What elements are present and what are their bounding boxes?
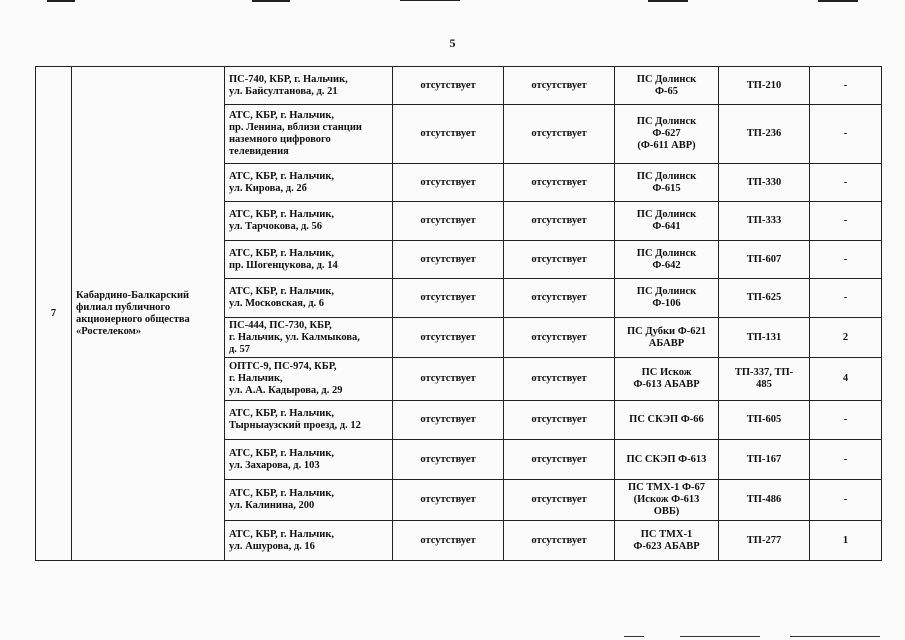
transformer-cell: ТП-607 (719, 241, 810, 279)
table-body (36, 67, 882, 561)
status-cell: отсутствует (393, 440, 504, 480)
scan-mark (680, 636, 760, 637)
quantity-cell: - (810, 164, 882, 202)
status-cell: отсутствует (504, 67, 615, 105)
address-cell: АТС, КБР, г. Нальчик, пр. Ленина, вблизи станции наземного цифрового телевидения (225, 105, 393, 164)
address-cell: ПС-444, ПС-730, КБР, г. Нальчик, ул. Калмыкова, д. 57 (225, 318, 393, 358)
status-cell: отсутствует (504, 358, 615, 401)
table-row (36, 67, 882, 105)
status-cell: отсутствует (393, 401, 504, 440)
status-cell: отсутствует (504, 279, 615, 318)
substation-cell: ПС ТМХ-1 Ф-623 АБАВР (615, 521, 719, 561)
substation-cell: ПС Долинск Ф-106 (615, 279, 719, 318)
substation-cell: ПС Долинск Ф-641 (615, 202, 719, 241)
scan-mark (47, 0, 75, 2)
quantity-cell: - (810, 67, 882, 105)
transformer-cell: ТП-486 (719, 480, 810, 521)
quantity-cell: 4 (810, 358, 882, 401)
address-cell: АТС, КБР, г. Нальчик, ул. Захарова, д. 103 (225, 440, 393, 480)
status-cell: отсутствует (393, 279, 504, 318)
substation-cell: ПС СКЭП Ф-613 (615, 440, 719, 480)
address-cell: АТС, КБР, г. Нальчик, Тырныаузский проезд, д. 12 (225, 401, 393, 440)
status-cell: отсутствует (504, 401, 615, 440)
address-cell: ОПТС-9, ПС-974, КБР, г. Нальчик, ул. А.А. Кадырова, д. 29 (225, 358, 393, 401)
status-cell: отсутствует (393, 480, 504, 521)
page-number: 5 (449, 36, 456, 50)
quantity-cell: - (810, 279, 882, 318)
substation-cell: ПС ТМХ-1 Ф-67 (Искож Ф-613 ОВБ) (615, 480, 719, 521)
quantity-cell: - (810, 480, 882, 521)
scan-mark (790, 636, 880, 637)
status-cell: отсутствует (504, 241, 615, 279)
substation-cell: ПС Долинск Ф-627 (Ф-611 АВР) (615, 105, 719, 164)
row-number-cell: 7 (36, 67, 72, 561)
transformer-cell: ТП-236 (719, 105, 810, 164)
address-cell: АТС, КБР, г. Нальчик, ул. Кирова, д. 2б (225, 164, 393, 202)
status-cell: отсутствует (393, 241, 504, 279)
quantity-cell: 1 (810, 521, 882, 561)
scan-mark (252, 0, 290, 2)
status-cell: отсутствует (504, 440, 615, 480)
scan-mark (818, 0, 858, 2)
organization-cell: Кабардино-Балкарский филиал публичного акционерного общества «Ростелеком» (72, 67, 225, 561)
address-cell: АТС, КБР, г. Нальчик, ул. Московская, д. 6 (225, 279, 393, 318)
status-cell: отсутствует (504, 105, 615, 164)
status-cell: отсутствует (393, 202, 504, 241)
address-cell: АТС, КБР, г. Нальчик, ул. Тарчокова, д. 56 (225, 202, 393, 241)
status-cell: отсутствует (504, 480, 615, 521)
status-cell: отсутствует (393, 318, 504, 358)
quantity-cell: - (810, 440, 882, 480)
quantity-cell: 2 (810, 318, 882, 358)
address-cell: ПС-740, КБР, г. Нальчик, ул. Байсултанова, д. 21 (225, 67, 393, 105)
scan-mark (624, 636, 644, 637)
status-cell: отсутствует (504, 164, 615, 202)
status-cell: отсутствует (504, 521, 615, 561)
transformer-cell: ТП-277 (719, 521, 810, 561)
address-cell: АТС, КБР, г. Нальчик, пр. Шогенцукова, д. 14 (225, 241, 393, 279)
address-cell: АТС, КБР, г. Нальчик, ул. Калинина, 200 (225, 480, 393, 521)
quantity-cell: - (810, 105, 882, 164)
transformer-cell: ТП-625 (719, 279, 810, 318)
transformer-cell: ТП-333 (719, 202, 810, 241)
address-cell: АТС, КБР, г. Нальчик, ул. Ашурова, д. 16 (225, 521, 393, 561)
data-table (35, 66, 882, 561)
status-cell: отсутствует (393, 521, 504, 561)
substation-cell: ПС Искож Ф-613 АБАВР (615, 358, 719, 401)
status-cell: отсутствует (504, 202, 615, 241)
substation-cell: ПС Долинск Ф-615 (615, 164, 719, 202)
transformer-cell: ТП-131 (719, 318, 810, 358)
quantity-cell: - (810, 202, 882, 241)
status-cell: отсутствует (393, 358, 504, 401)
substation-cell: ПС Дубки Ф-621 АБАВР (615, 318, 719, 358)
status-cell: отсутствует (393, 67, 504, 105)
transformer-cell: ТП-167 (719, 440, 810, 480)
transformer-cell: ТП-210 (719, 67, 810, 105)
substation-cell: ПС СКЭП Ф-66 (615, 401, 719, 440)
status-cell: отсутствует (393, 105, 504, 164)
substation-cell: ПС Долинск Ф-65 (615, 67, 719, 105)
transformer-cell: ТП-330 (719, 164, 810, 202)
transformer-cell: ТП-337, ТП- 485 (719, 358, 810, 401)
transformer-cell: ТП-605 (719, 401, 810, 440)
quantity-cell: - (810, 401, 882, 440)
scan-mark (648, 0, 688, 2)
scan-mark (400, 0, 460, 1)
substation-cell: ПС Долинск Ф-642 (615, 241, 719, 279)
status-cell: отсутствует (504, 318, 615, 358)
status-cell: отсутствует (393, 164, 504, 202)
quantity-cell: - (810, 241, 882, 279)
